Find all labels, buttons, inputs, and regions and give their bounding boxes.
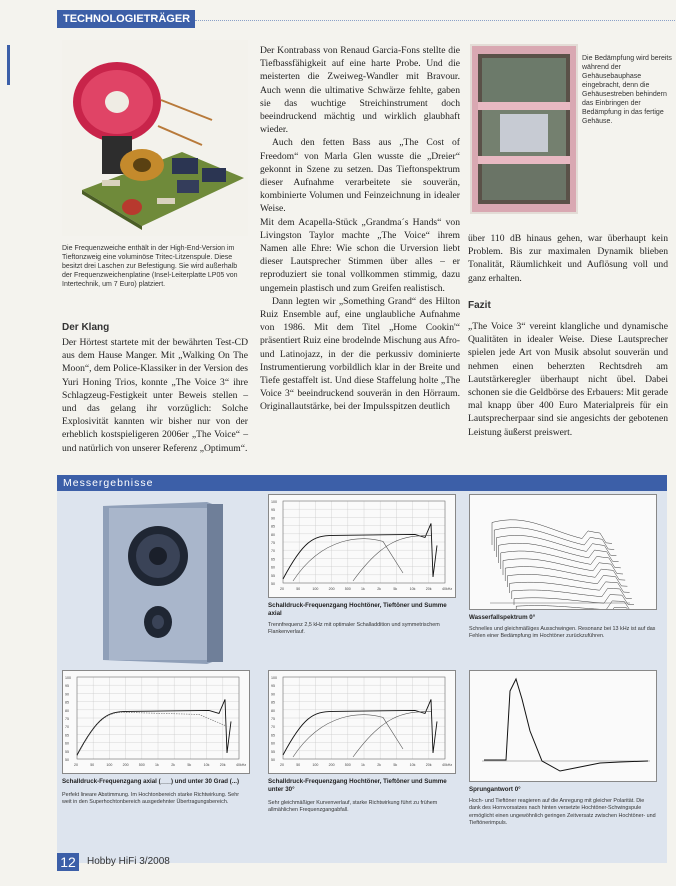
freq-tick-label: 500: [344, 587, 351, 591]
db-tick-label: 95: [65, 684, 69, 689]
freq-tick-label: 20: [280, 763, 284, 767]
fazit-heading: Fazit: [468, 300, 491, 311]
db-tick-label: 55: [271, 573, 275, 578]
magazine-issue: Hobby HiFi 3/2008: [87, 856, 170, 867]
db-tick-label: 55: [65, 749, 69, 754]
chart4-desc: Sehr gleichmäßiger Kurvenverlauf, starke Richtwirkung führt zu frühem allmählichen Frequenzgangabfall.: [268, 800, 438, 814]
db-tick-label: 95: [271, 508, 275, 513]
section-tab: TECHNOLOGIETRÄGER: [57, 10, 195, 28]
db-tick-label: 50: [271, 758, 275, 762]
freq-tick-label: 50: [296, 587, 301, 591]
klang-heading: Der Klang: [62, 322, 110, 333]
db-tick-label: 90: [271, 516, 275, 521]
header-divider: [195, 20, 675, 21]
freq-tick-label: 20: [280, 587, 284, 591]
freq-tick-label: 20k: [425, 587, 432, 591]
db-tick-label: 65: [271, 557, 275, 562]
db-tick-label: 55: [271, 749, 275, 754]
freq-tick-label: 5k: [187, 763, 192, 767]
freq-tick-label: 5k: [393, 763, 398, 767]
db-tick-label: 80: [65, 708, 69, 713]
db-tick-label: 100: [65, 676, 71, 680]
db-tick-label: 50: [271, 582, 275, 586]
chart-waterfall: [469, 494, 657, 610]
freq-tick-label: 500: [344, 763, 351, 767]
db-tick-label: 100: [271, 676, 277, 680]
crossover-caption: Die Frequenzweiche enthält in der High-End-Version im Tieftonzweig eine voluminöse Tritec-Litzenspule. Diese besitzt drei Laschen zur Befestigung. Sie wird außerhalb der Frequenzweichenplatine (Insel-Leiterplatte LP05 von Intertechnik, um 7 Euro) platziert.: [62, 245, 238, 288]
page-number: 12: [57, 853, 79, 871]
page-edge-marker: [7, 45, 10, 85]
enclosure-photo: [470, 44, 578, 214]
column1-text: [62, 336, 248, 455]
freq-tick-label: 50: [296, 763, 301, 767]
db-tick-label: 75: [65, 717, 69, 721]
chart-frequency-30deg: [268, 670, 456, 774]
freq-tick-label: 100: [312, 587, 319, 591]
db-tick-label: 90: [271, 692, 275, 697]
freq-tick-label: 20: [74, 763, 78, 767]
chart1-title: Schalldruck-Frequenzgang Hochtöner, Tieftöner und Summe axial: [268, 602, 447, 617]
db-tick-label: 75: [271, 717, 275, 721]
freq-tick-label: 1k: [361, 587, 365, 591]
freq-tick-label: 10k: [409, 587, 416, 591]
freq-tick-label: 1k: [155, 763, 159, 767]
fazit-paragraph: „The Voice 3“ vereint klangliche und dynamische Qualitäten in idealer Weise. Diese Lautsprecher spielen jede Art von Musik absolut souverän und nehmen einen beherzten Rechtsdreh am Lautstärkeregler überhaupt nicht übel. Dabei schonen sie die Geldbörse des Erbauers: Mit gerade mal knapp über 400 Euro Materialpreis für ein Lautsprecherpaar sind sie angesichts der gebotenen Leistung äußerst preiswert.: [468, 321, 668, 438]
freq-tick-label: 100: [312, 763, 319, 767]
freq-tick-label: 40kHz: [442, 763, 453, 767]
db-tick-label: 65: [65, 733, 69, 738]
db-tick-label: 95: [271, 684, 275, 689]
chart4-title: Schalldruck-Frequenzgang Hochtöner, Tieftöner und Summe unter 30°: [268, 778, 447, 793]
col2-paragraph-1: Der Kontrabass von Renaud Garcia-Fons stellte die Tiefbassfähigkeit auf eine harte Probe. Und die meisterten die Zweiweg-Wandler mit Bravour. Auch wenn die ultimative Schwärze fehlte, gaben sie das wuchtige Streichinstrument doch beeindruckend mächtig und wirklich glaubhaft wieder.: [260, 45, 460, 136]
freq-tick-label: 10k: [203, 763, 210, 767]
freq-tick-label: 200: [328, 763, 335, 767]
chart3-desc: Perfekt lineare Abstimmung. Im Hochtonbereich starke Richtwirkung. Sehr weit in den Superhochtonbereich ausgedehnter Übertragungsbereich.: [62, 792, 240, 806]
freq-tick-label: 200: [328, 587, 335, 591]
freq-tick-label: 200: [122, 763, 129, 767]
chart3-title: Schalldruck-Frequenzgang axial (___) und unter 30 Grad (...): [62, 778, 240, 785]
chart5-title: Sprungantwort 0°: [469, 786, 521, 793]
col2-paragraph-4: Dann legten wir „Something Grand“ des Hilton Ruiz Ensemble auf, eine unglaubliche Aufnahme von 1986. Mit dem Titel „Home Cookin'“ präsentiert Ruiz eine brodelnde Mischung aus Afro- und Latinojazz, in der die perkussiv dominierte Instrumentierung vorbildlich klar in der Breite und Tiefe gestaffelt ist. Und diese Staffelung holte „The Voice 3“ beeindruckend souverän in den Hörraum. Originallautstärke, bei der Impulsspitzen deutlich: [260, 295, 460, 413]
col2-paragraph-2: Auch den fetten Bass aus „The Cost of Freedom“ von Marla Glen wusste die „Dreier“ gekonnt in Szene zu setzen. Das Tieftonspektrum dieser Aufnahme verarbeitete sie souverän, kombinierte Volumen und Feinzeichnung in idealer Weise.: [260, 137, 460, 215]
speaker-photo: [95, 498, 230, 666]
freq-tick-label: 50: [90, 763, 95, 767]
db-tick-label: 75: [271, 541, 275, 545]
db-tick-label: 85: [271, 700, 275, 705]
db-tick-label: 100: [271, 500, 277, 504]
chart-step-response: [469, 670, 657, 782]
db-tick-label: 65: [271, 733, 275, 738]
db-tick-label: 70: [271, 549, 275, 554]
crossover-photo: [62, 40, 248, 236]
damping-caption: Die Bedämpfung wird bereits während der Gehäusebauphase eingebracht, denn die Gehäusestreben behindern das Einbringen der Bedämpfung in das fertige Gehäuse.: [582, 55, 672, 125]
col2-paragraph-3: Mit dem Acapella-Stück „Grandma´s Hands“ von Livingston Taylor machte „The Voice“ ihrem Namen alle Ehre: Wie schon die Urversion liebt dieser Lautsprecher Stimmen über alles – er reproduziert sie tonal vollkommen stimmig, dazu ungemein plastisch und zum Greifen realistisch.: [260, 216, 460, 294]
column2-text: [260, 44, 460, 414]
results-heading: Messergebnisse: [57, 475, 667, 491]
col3-paragraph-1: über 110 dB hinaus gehen, war überhaupt kein Problem. Bis zur maximalen Dynamik blieben Tonalität, Räumlichkeit und Auflösung voll und ganz erhalten.: [468, 233, 668, 284]
db-tick-label: 90: [65, 692, 69, 697]
freq-tick-label: 500: [138, 763, 145, 767]
freq-tick-label: 2k: [171, 763, 175, 767]
chart-frequency-axial-30: [62, 670, 250, 774]
freq-tick-label: 1k: [361, 763, 365, 767]
freq-tick-label: 5k: [393, 587, 398, 591]
chart1-desc: Trennfrequenz 2,5 kHz mit optimaler Schalladdition und symmetrischem Flankenverlauf.: [268, 622, 440, 636]
freq-tick-label: 2k: [377, 763, 381, 767]
freq-tick-label: 20k: [219, 763, 226, 767]
db-tick-label: 60: [271, 565, 275, 570]
db-tick-label: 85: [271, 524, 275, 529]
freq-tick-label: 100: [106, 763, 113, 767]
klang-paragraph: Der Hörtest startete mit der bewährten Test-CD aus dem Hause Manger. Mit „Walking On The Moon“, dem Police-Klassiker in der Version des Yuri Honing Trios, konnte „The Voice 3“ ihre Schlagzeug-Festigkeit unter Beweis stellen – und das gelang ihr vorzüglich: Solche Explosivität kannten wir bisher nur von der erheblich kostspieligeren 2006er „The Voice“ – und natürlich von unserer Referenz „Optimum“.: [62, 337, 248, 454]
db-tick-label: 70: [271, 725, 275, 730]
db-tick-label: 50: [65, 758, 69, 762]
freq-tick-label: 20k: [425, 763, 432, 767]
chart5-desc: Hoch- und Tieftöner reagieren auf die Anregung mit gleicher Polarität. Die dank des Hornvorsatzes nach hinten versetzte Hochtöner-Schwingspule ermöglicht einen ungewöhnlich geringen Zeitversatz zwischen Hochtöner- und Tieftönerimpuls.: [469, 798, 656, 827]
freq-tick-label: 2k: [377, 587, 381, 591]
db-tick-label: 60: [271, 741, 275, 746]
db-tick-label: 80: [271, 532, 275, 537]
chart2-title: Wasserfallspektrum 0°: [469, 614, 536, 621]
db-tick-label: 80: [271, 708, 275, 713]
db-tick-label: 70: [65, 725, 69, 730]
db-tick-label: 85: [65, 700, 69, 705]
freq-tick-label: 40kHz: [236, 763, 247, 767]
chart2-desc: Schnelles und gleichmäßiges Ausschwingen. Resonanz bei 13 kHz ist auf das Fehlen einer Bedämpfung im Hochtöner zurückzuführen.: [469, 626, 656, 640]
column3-text: [468, 232, 668, 285]
chart-frequency-axial: [268, 494, 456, 598]
fazit-text: [468, 320, 668, 439]
db-tick-label: 60: [65, 741, 69, 746]
freq-tick-label: 10k: [409, 763, 416, 767]
freq-tick-label: 40kHz: [442, 587, 453, 591]
